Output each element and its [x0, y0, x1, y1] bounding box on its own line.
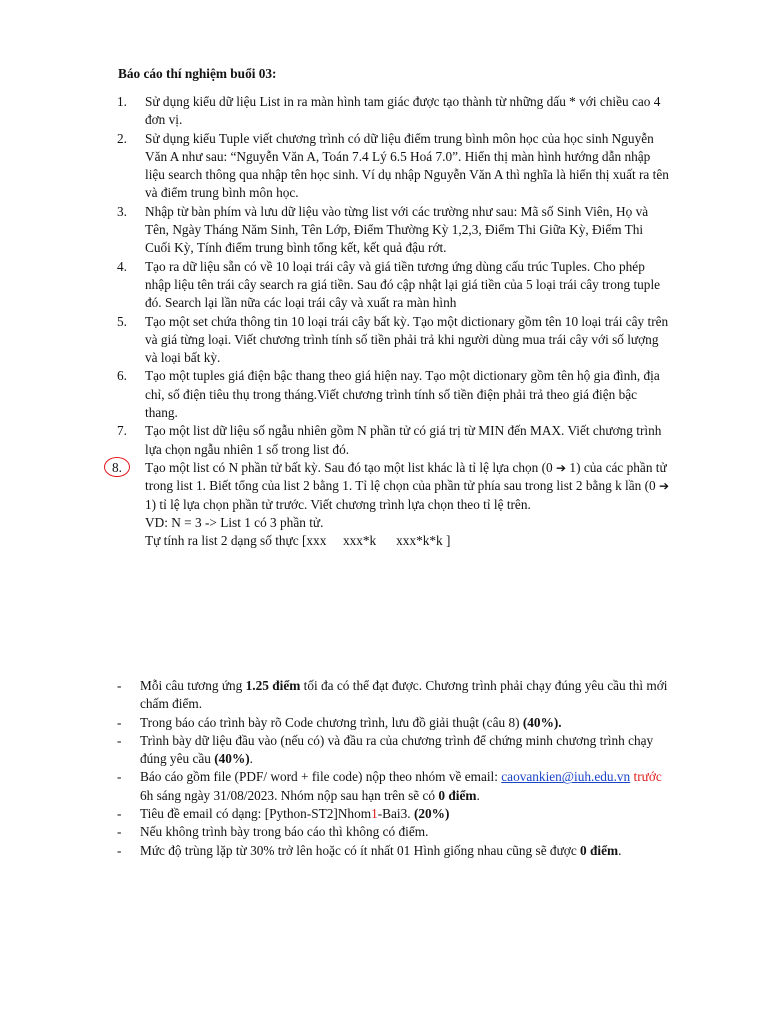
- note-text: Mỗi câu tương ứng: [140, 678, 246, 693]
- bullet-dash: -: [117, 769, 122, 785]
- right-arrow-icon: ➔: [659, 479, 670, 494]
- note-item-1: [0, 677, 673, 714]
- note-text: Trong báo cáo trình bày rõ Code chương trình, lưu đồ giải thuật (câu 8): [140, 714, 523, 730]
- task-number: 3.: [117, 203, 127, 219]
- bullet-dash: -: [117, 842, 122, 858]
- note-percent: (40%): [214, 751, 250, 767]
- note-text: .: [476, 787, 480, 803]
- note-text: tối đa có thể đạt được. Chương trình phải chạy đúng yêu cầu thì mới chấm điểm.: [140, 678, 668, 712]
- note-text: .: [249, 751, 253, 767]
- note-item-4: [0, 768, 673, 805]
- note-text: Nếu không trình bày trong báo cáo thì không có điểm.: [140, 824, 429, 840]
- note-text: Trình bày dữ liệu đầu vào (nếu có) và đầu ra của chương trình để chứng minh chương trình chạy đúng yêu cầu: [140, 732, 654, 767]
- task-text: Tạo một set chứa thông tin 10 loại trái cây bất kỳ. Tạo một dictionary gồm tên 10 loại trái cây trên và giá từng loại. Viết chương trình tính số tiền phải trả khi người dùng mua trái cây với số lượng và loại bất kỳ.: [145, 313, 669, 366]
- task-example-line-2: Tự tính ra list 2 dạng số thực [xxx xxx*k xxx*k*k ]: [145, 533, 451, 549]
- task-number-circled: [104, 457, 130, 477]
- note-item-3: [0, 732, 673, 769]
- task-item-7: [0, 422, 672, 459]
- note-item-7: [0, 842, 673, 860]
- note-text: .: [618, 842, 622, 858]
- task-item-5: [0, 313, 672, 368]
- task-text: Tạo ra dữ liệu sẵn có về 10 loại trái cây và giá tiền tương ứng dùng cấu trúc Tuples. Cho phép nhập liệu tên trái cây search ra giá tiền. Sau đó cập nhật lại giá tiền của 5 loại trái cây trong tuple đó. Search lại lần nữa các loại trái cây và xuất ra màn hình: [145, 258, 661, 311]
- task-item-2: [0, 130, 672, 203]
- note-percent: (20%): [413, 806, 450, 822]
- note-zero-points: 0 điểm: [438, 787, 477, 803]
- task-number: 2.: [117, 130, 127, 146]
- task-number: 1.: [117, 94, 127, 109]
- task-list: [0, 93, 768, 550]
- note-text: Tiêu đề email có dạng: [Python-ST2]Nhom: [140, 806, 372, 822]
- note-points: 1.25 điểm: [245, 678, 301, 693]
- task-number: 6.: [117, 368, 127, 384]
- task-text: Tạo một tuples giá điện bậc thang theo giá hiện nay. Tạo một dictionary gồm tên hộ gia đình, địa chỉ, số điện tiêu thụ trong tháng.Viết chương trình tính số tiền điện phải trả theo giá điện bậc thang.: [145, 368, 660, 421]
- note-red-text: 1: [371, 806, 378, 822]
- note-text: -Bai3.: [377, 806, 414, 822]
- note-zero-points: 0 điểm: [580, 842, 619, 858]
- task-item-1: [0, 93, 672, 130]
- right-arrow-icon: ➔: [556, 460, 567, 475]
- email-link[interactable]: caovankien@iuh.edu.vn: [501, 769, 631, 785]
- task-text: Sử dụng kiểu dữ liệu List in ra màn hình tam giác được tạo thành từ những dấu * với chiều cao 4 đơn vị.: [145, 94, 661, 128]
- note-text: Mức độ trùng lặp từ 30% trở lên hoặc có ít nhất 01 Hình giống nhau cũng sẽ được: [140, 842, 581, 858]
- task-text-part-c: 1) tỉ lệ lựa chọn phần tử trước. Viết chương trình lựa chọn theo tỉ lệ trên.: [145, 496, 531, 512]
- task-item-4: [0, 258, 672, 313]
- task-number: 8.: [112, 459, 122, 475]
- task-text: Nhập từ bàn phím và lưu dữ liệu vào từng list với các trường như sau: Mã số Sinh Viên, Họ và Tên, Ngày Tháng Năm Sinh, Tên Lớp, Điểm Thường Kỳ 1,2,3, Điểm Thi Giữa Kỳ, Điểm Thi Cuối Kỳ, Tính điểm trung bình tổng kết, kết quả đậu rớt.: [145, 203, 649, 256]
- task-example-line-1: VD: N = 3 -> List 1 có 3 phần tử.: [145, 514, 324, 530]
- task-text-part-a: Tạo một list có N phần tử bất kỳ. Sau đó tạo một list khác là tỉ lệ lựa chọn (0: [145, 459, 557, 475]
- task-text: Tạo một list dữ liệu số ngẫu nhiên gồm N phần tử có giá trị từ MIN đến MAX. Viết chương trình lựa chọn ngẫu nhiên 1 số trong list đó.: [145, 423, 662, 457]
- grading-notes: [0, 677, 768, 860]
- bullet-dash: -: [117, 714, 122, 730]
- task-number: 4.: [117, 258, 127, 274]
- task-number: 5.: [117, 313, 127, 329]
- note-item-2: [0, 714, 673, 732]
- task-item-6: [0, 367, 672, 422]
- note-text: 6h sáng ngày 31/08/2023. Nhóm nộp sau hạn trên sẽ có: [140, 787, 439, 803]
- note-item-5: [0, 805, 673, 823]
- task-text-part-b: 1) của các phần tử trong list 1. Biết tổng của list 2 bằng 1. Tỉ lệ chọn của phần tử phía sau trong list 2 bằng k lần (0: [145, 459, 667, 494]
- task-item-3: [0, 203, 672, 258]
- task-item-8: [0, 459, 672, 550]
- bullet-dash: -: [117, 678, 122, 693]
- note-item-6: [0, 823, 673, 841]
- note-red-text: trước: [630, 769, 662, 785]
- note-text: Báo cáo gồm file (PDF/ word + file code) nộp theo nhóm về email:: [140, 769, 502, 785]
- page-title: Báo cáo thí nghiệm buổi 03:: [118, 66, 277, 81]
- bullet-dash: -: [117, 732, 122, 748]
- bullet-dash: -: [117, 806, 122, 822]
- note-percent: (40%).: [522, 714, 562, 730]
- task-number: 7.: [117, 423, 127, 439]
- task-text: Sử dụng kiểu Tuple viết chương trình có dữ liệu điểm trung bình môn học của học sinh Nguyễn Văn A như sau: “Nguyễn Văn A, Toán 7.4 Lý 6.5 Hoá 7.0”. Hiển thị màn hình hướng dẫn nhập liệu search thông qua nhập tên học sinh. Ví dụ nhập Nguyễn Văn A thì nghĩa là hiển thị xuất ra tên và điểm trung bình môn học.: [145, 130, 669, 201]
- bullet-dash: -: [117, 824, 122, 840]
